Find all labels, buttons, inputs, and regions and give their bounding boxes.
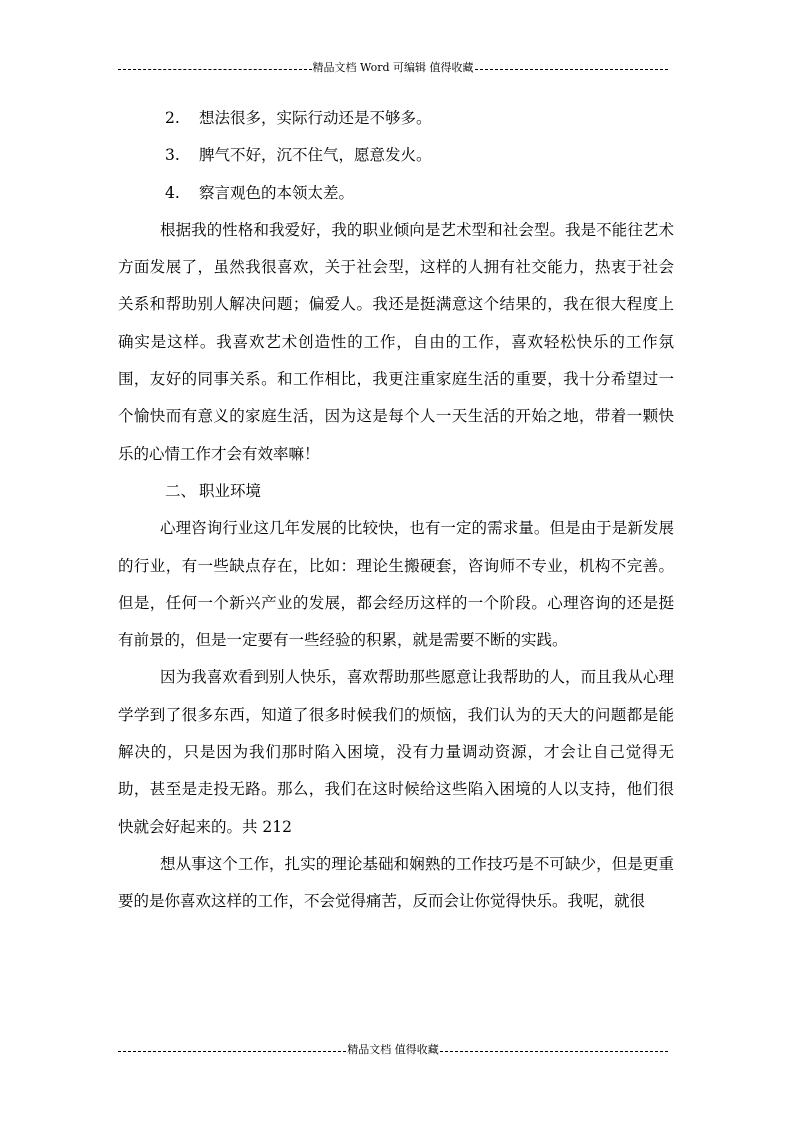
list-item-4 (118, 175, 674, 212)
list-text: 脾气不好，沉不住气，愿意发火。 (199, 146, 432, 165)
footer-dash-right (440, 1051, 668, 1052)
list-num: 2. (165, 109, 180, 127)
list-num: 4. (165, 183, 180, 202)
page-header (118, 61, 668, 75)
header-dash-right (475, 69, 669, 70)
header-text: 精品文档 Word 可编辑 值得收藏 (312, 61, 474, 74)
list-item-2 (118, 100, 674, 137)
paragraph-motivation: 因为我喜欢看到别人快乐，喜欢帮助那些愿意让我帮助的人，而且我从心理学学到了很多东西，知道了很多时候我们的烦恼，我们认为的天大的问题都是能解决的，只是因为我们那时陷入困境，没有力量调动资源，才会让自己觉得无助，甚至是走投无路。那么，我们在这时候给这些陷入困境的人以支持，他们很快就会好起来的。共 212 (118, 668, 674, 836)
paragraph-skills: 想从事这个工作，扎实的理论基础和娴熟的工作技巧是不可缺少，但是更重要的是你喜欢这样的工作，不会觉得痛苦，反而会让你觉得快乐。我呢，就很 (118, 854, 674, 911)
section-title: 职业环境 (199, 481, 262, 500)
paragraph-industry: 心理咨询行业这几年发展的比较快，也有一定的需求量。但是由于是新发展的行业，有一些缺点存在，比如：理论生搬硬套，咨询师不专业，机构不完善。但是，任何一个新兴产业的发展，都会经历这样的一个阶段。心理咨询的还是挺有前景的，但是一定要有一些经验的积累，就是需要不断的实践。 (118, 519, 674, 650)
paragraph-personality: 根据我的性格和我爱好，我的职业倾向是艺术型和社会型。我是不能往艺术方面发展了，虽然我很喜欢，关于社会型，这样的人拥有社交能力，热衷于社会关系和帮助别人解决问题；偏爱人。我还是挺满意这个结果的，我在很大程度上确实是这样。我喜欢艺术创造性的工作，自由的工作，喜欢轻松快乐的工作氛围，友好的同事关系。和工作相比，我更注重家庭生活的重要，我十分希望过一个愉快而有意义的家庭生活，因为这是每个人一天生活的开始之地，带着一颗快乐的心情工作才会有效率嘛！ (118, 220, 674, 463)
footer-dash-left (118, 1051, 346, 1052)
list-text: 想法很多，实际行动还是不够多。 (199, 109, 432, 127)
list-text: 察言观色的本领太差。 (199, 183, 355, 202)
section-heading (118, 473, 674, 510)
section-num: 二、 (165, 481, 197, 500)
page-footer (118, 1043, 668, 1057)
document-body (118, 100, 674, 921)
list-item-3 (118, 137, 674, 174)
list-num: 3. (165, 146, 180, 165)
header-dash-left (118, 69, 312, 70)
footer-text: 精品文档 值得收藏 (347, 1043, 439, 1056)
